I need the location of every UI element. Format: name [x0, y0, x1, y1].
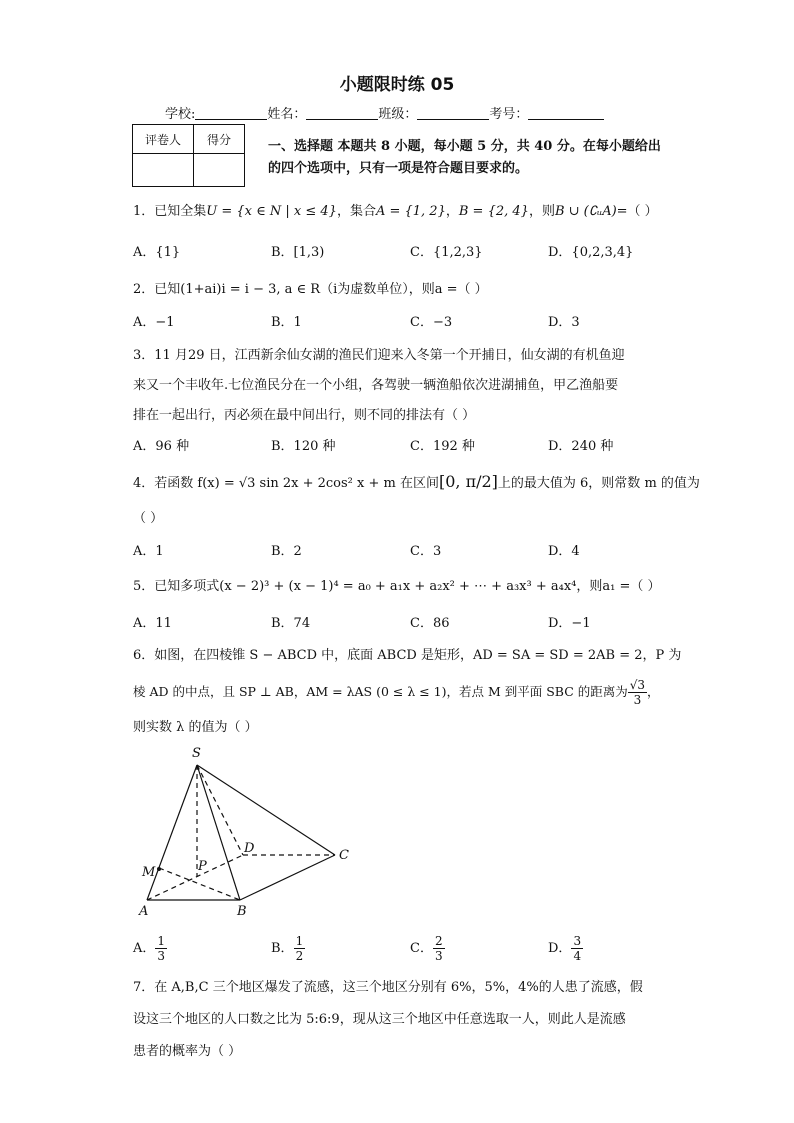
q6-option-d-fraction: [571, 934, 583, 963]
q6-option-d-den: 4: [573, 949, 582, 963]
number-label: 考号：: [489, 107, 529, 122]
q6-frac-den: 3: [633, 693, 642, 707]
q3-line-3: 排在一起出行，丙必须在最中间出行，则不同的排法有（ ）: [133, 408, 476, 423]
q6-option-a[interactable]: [133, 934, 167, 963]
q3-line-2: 来又一个丰收年.七位渔民分在一个小组，各驾驶一辆渔船依次进湖捕鱼，甲乙渔船要: [133, 378, 619, 393]
name-label: 姓名：: [267, 107, 307, 122]
q2-option-a[interactable]: A．−1: [133, 315, 175, 330]
label-m: M: [142, 865, 156, 880]
q6-option-b[interactable]: [271, 934, 305, 963]
q1-suffix: =（ ）: [616, 204, 658, 219]
q1-option-a[interactable]: A．{1}: [133, 245, 181, 260]
q5-option-c[interactable]: C．86: [410, 616, 450, 631]
q2-option-d[interactable]: D．3: [548, 315, 580, 330]
q1-option-c[interactable]: C．{1,2,3}: [410, 245, 483, 260]
class-blank[interactable]: [417, 106, 489, 120]
q1-mid3: ，则: [528, 204, 555, 219]
q3-line-1: 3．11 月29 日，江西新余仙女湖的渔民们迎来入冬第一个开捕日，仙女湖的有机鱼迎: [133, 348, 625, 363]
q4-interval: [0, π/2]: [438, 472, 498, 491]
q6-option-b-num: 1: [295, 934, 304, 948]
question-4: [133, 472, 700, 491]
q1-option-d[interactable]: D．{0,2,3,4}: [548, 245, 634, 260]
student-info-line: [165, 103, 604, 122]
edge-sd: [197, 765, 243, 855]
label-b: B: [237, 904, 247, 919]
q6-frac-num: √3: [629, 678, 646, 692]
label-c: C: [339, 848, 349, 863]
q1-set-b: B = {2, 4}: [458, 204, 529, 219]
section-heading: 一、选择题 本题共 8 小题，每小题 5 分，共 40 分。在每小题给出的四个选项中，只有一项是符合题目要求的。: [268, 139, 661, 176]
label-a: A: [139, 904, 149, 919]
q5-option-b[interactable]: B．74: [271, 616, 311, 631]
point-m: [157, 867, 161, 871]
q6-line-3: 则实数 λ 的值为（ ）: [133, 720, 258, 735]
q3-option-d[interactable]: D．240 种: [548, 439, 614, 454]
q6-option-a-letter: A．: [133, 941, 156, 956]
q1-mid2: ，: [445, 204, 459, 219]
q6-option-b-den: 2: [295, 949, 304, 963]
q7-line-1: 7．在 A,B,C 三个地区爆发了流感，这三个地区分别有 6%，5%，4%的人患了流感，假: [133, 980, 643, 995]
q4-option-b[interactable]: B．2: [271, 544, 302, 559]
reviewer-cell[interactable]: [133, 154, 194, 187]
label-p: P: [198, 859, 207, 874]
q1-expr: B ∪ (∁ᵤA): [554, 204, 617, 219]
q4-option-d[interactable]: D．4: [548, 544, 580, 559]
label-d: D: [244, 841, 255, 856]
q6-option-b-letter: B．: [271, 941, 294, 956]
q6-option-d-num: 3: [573, 934, 582, 948]
q5-option-a[interactable]: A．11: [133, 616, 172, 631]
school-label: 学校:: [165, 107, 196, 122]
q4-option-a[interactable]: A．1: [133, 544, 164, 559]
q2-option-b[interactable]: B．1: [271, 315, 302, 330]
edge-sc: [197, 765, 335, 855]
q1-prefix: 1．已知全集: [133, 204, 207, 219]
name-blank[interactable]: [306, 106, 378, 120]
q6-option-c-fraction: [433, 934, 445, 963]
q7-line-2: 设这三个地区的人口数之比为 5:6:9，现从这三个地区中任意选取一人，则此人是流感: [133, 1012, 626, 1027]
q1-option-b[interactable]: B．[1,3): [271, 245, 325, 260]
q1-mid: ，集合: [336, 204, 376, 219]
class-label: 班级：: [378, 107, 418, 122]
q3-option-a[interactable]: A．96 种: [133, 439, 190, 454]
q2-option-c[interactable]: C．−3: [410, 315, 453, 330]
q1-set-u: U = {x ∈ N | x ≤ 4}: [206, 204, 337, 219]
label-s: S: [192, 746, 201, 761]
q6-option-c-den: 3: [434, 949, 443, 963]
q6-option-a-den: 3: [157, 949, 166, 963]
q6-line-1: 6．如图，在四棱锥 S − ABCD 中，底面 ABCD 是矩形，AD = SA = SD = 2AB = 2，P 为: [133, 648, 682, 663]
q6-distance-fraction: [628, 678, 647, 707]
school-blank[interactable]: [195, 106, 267, 120]
q6-option-a-num: 1: [157, 934, 166, 948]
score-header: 得分: [194, 125, 245, 154]
q6-option-a-fraction: [155, 934, 167, 963]
q4-line-2: （ ）: [133, 511, 164, 526]
q7-line-3: 患者的概率为（ ）: [133, 1044, 242, 1059]
q6-option-d-letter: D．: [548, 941, 572, 956]
q6-text-a: 棱 AD 的中点，且 SP ⊥ AB，AM = λAS (0 ≤ λ ≤ 1)，若点 M 到平面 SBC 的距离为: [133, 684, 628, 699]
edge-sb: [197, 765, 240, 900]
q5-option-d[interactable]: D．−1: [548, 616, 591, 631]
question-5: 5．已知多项式(x − 2)³ + (x − 1)⁴ = a₀ + a₁x + a₂x² + ⋯ + a₃x³ + a₄x⁴，则a₁ =（ ）: [133, 579, 661, 594]
question-2: 2．已知(1+ai)i = i − 3, a ∈ R（i为虚数单位），则a =（ ）: [133, 282, 488, 297]
q6-option-c[interactable]: [410, 934, 445, 963]
q1-set-a: A = {1, 2}: [375, 204, 446, 219]
q4-text-a: 4．若函数 f(x) = √3 sin 2x + 2cos² x + m 在区间: [133, 476, 439, 491]
q4-text-b: 上的最大值为 6，则常数 m 的值为: [497, 476, 700, 491]
score-table: [132, 124, 245, 187]
number-blank[interactable]: [528, 106, 604, 120]
q6-option-b-fraction: [294, 934, 306, 963]
question-1: [133, 200, 658, 219]
q6-option-c-num: 2: [434, 934, 443, 948]
q6-option-d[interactable]: [548, 934, 583, 963]
q3-option-c[interactable]: C．192 种: [410, 439, 475, 454]
edge-bc: [240, 855, 335, 900]
q6-line-2: [133, 678, 660, 707]
reviewer-header: 评卷人: [133, 125, 194, 154]
q6-text-b: ，: [647, 684, 660, 699]
pyramid-figure: [130, 740, 360, 925]
score-cell[interactable]: [194, 154, 245, 187]
page-title: 小题限时练 05: [339, 75, 455, 95]
q6-option-c-letter: C．: [410, 941, 433, 956]
q3-option-b[interactable]: B．120 种: [271, 439, 336, 454]
q4-option-c[interactable]: C．3: [410, 544, 442, 559]
